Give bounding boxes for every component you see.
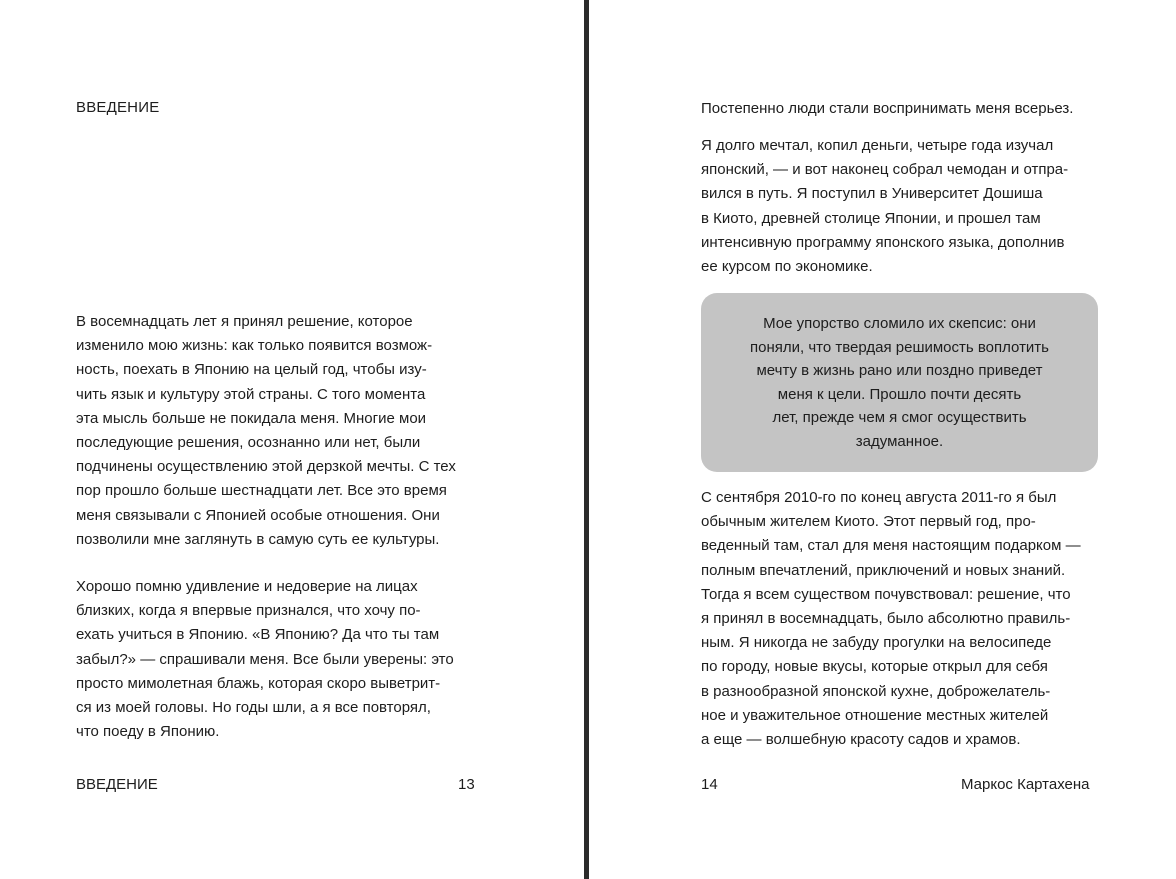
text-line: Постепенно люди стали воспринимать меня всерьез. (701, 100, 1074, 117)
text-line: ся из моей головы. Но годы шли, а я все повторял, (76, 699, 431, 717)
text-line: пор прошло больше шестнадцати лет. Все это время (76, 482, 447, 500)
text-line: изменило мою жизнь: как только появится возмож- (76, 337, 433, 355)
text-line: позволили мне заглянуть в самую суть ее культуры. (76, 530, 440, 548)
text-line: просто мимолетная блажь, которая скоро выветрит- (76, 674, 441, 692)
text-line: ехать учиться в Японию. «В Японию? Да что ты там (76, 626, 440, 644)
right-paragraph-2 (701, 134, 1099, 279)
left-page (0, 0, 584, 879)
text-line: ность, поехать в Японию на целый год, чтобы изу- (76, 361, 427, 379)
right-paragraph-1 (701, 97, 1099, 121)
text-line: последующие решения, осознанно или нет, были (76, 434, 421, 452)
left-page-number: 13 (458, 776, 475, 793)
text-line: Я долго мечтал, копил деньги, четыре года изучал (701, 137, 1054, 154)
text-line: японский, — и вот наконец собрал чемодан и отпра- (701, 161, 1069, 179)
text-line: С сентября 2010-го по конец августа 2011-го я был (701, 489, 1057, 506)
text-line: ее курсом по экономике. (701, 258, 873, 276)
callout-line: мечту в жизнь рано или поздно приведет (756, 362, 1043, 380)
callout-line: поняли, что твердая решимость воплотить (750, 338, 1049, 356)
text-line: В восемнадцать лет я принял решение, которое (76, 313, 413, 330)
text-line: близких, когда я впервые признался, что хочу по- (76, 602, 421, 620)
text-line: Тогда я всем существом почувствовал: решение, что (701, 585, 1071, 603)
text-line: что поеду в Японию. (76, 723, 220, 741)
text-line: я принял в восемнадцать, было абсолютно правиль- (701, 610, 1071, 628)
text-line: а еще — волшебную красоту садов и храмов. (701, 731, 1021, 749)
text-line: эта мысль больше не покидала меня. Многие мои (76, 409, 427, 427)
text-line: ным. Я никогда не забуду прогулки на велосипеде (701, 634, 1052, 652)
text-line: меня связывали с Японией особые отношения. Они (76, 506, 440, 524)
right-page-number: 14 (701, 776, 718, 793)
left-paragraph-1 (76, 310, 474, 552)
text-line: обычным жителем Киото. Этот первый год, про- (701, 513, 1036, 531)
callout-line: задуманное. (855, 432, 944, 450)
text-line: чить язык и культуру этой страны. С того момента (76, 385, 426, 403)
chapter-heading: ВВЕДЕНИЕ (76, 99, 160, 116)
callout-line: меня к цели. Прошло почти десять (777, 385, 1022, 403)
text-line: забыл?» — спрашивали меня. Все были уверены: это (76, 650, 454, 668)
left-footer-section: ВВЕДЕНИЕ (76, 776, 158, 793)
text-line: в разнообразной японской кухне, доброжелатель- (701, 682, 1051, 700)
right-paragraph-3 (701, 486, 1099, 752)
text-line: полным впечатлений, приключений и новых знаний. (701, 561, 1066, 579)
text-line: интенсивную программу японского языка, дополнив (701, 233, 1065, 251)
text-line: ное и уважительное отношение местных жителей (701, 706, 1049, 724)
callout-line: лет, прежде чем я смог осуществить (772, 409, 1027, 427)
text-line: Хорошо помню удивление и недоверие на лицах (76, 578, 418, 595)
callout-line: Мое упорство сломило их скепсис: они (763, 315, 1036, 332)
text-line: веденный там, стал для меня настоящим подарком — (701, 537, 1081, 555)
text-line: в Киото, древней столице Японии, и прошел там (701, 209, 1041, 227)
text-line: по городу, новые вкусы, которые открыл для себя (701, 658, 1048, 676)
right-footer-author: Маркос Картахена (961, 776, 1090, 793)
left-paragraph-2 (76, 575, 474, 744)
text-line: подчинены осуществлению этой дерзкой мечты. С тех (76, 458, 456, 476)
text-line: вился в путь. Я поступил в Университет Дошиша (701, 185, 1043, 203)
right-page (589, 0, 1176, 879)
pull-quote-callout (701, 293, 1098, 472)
